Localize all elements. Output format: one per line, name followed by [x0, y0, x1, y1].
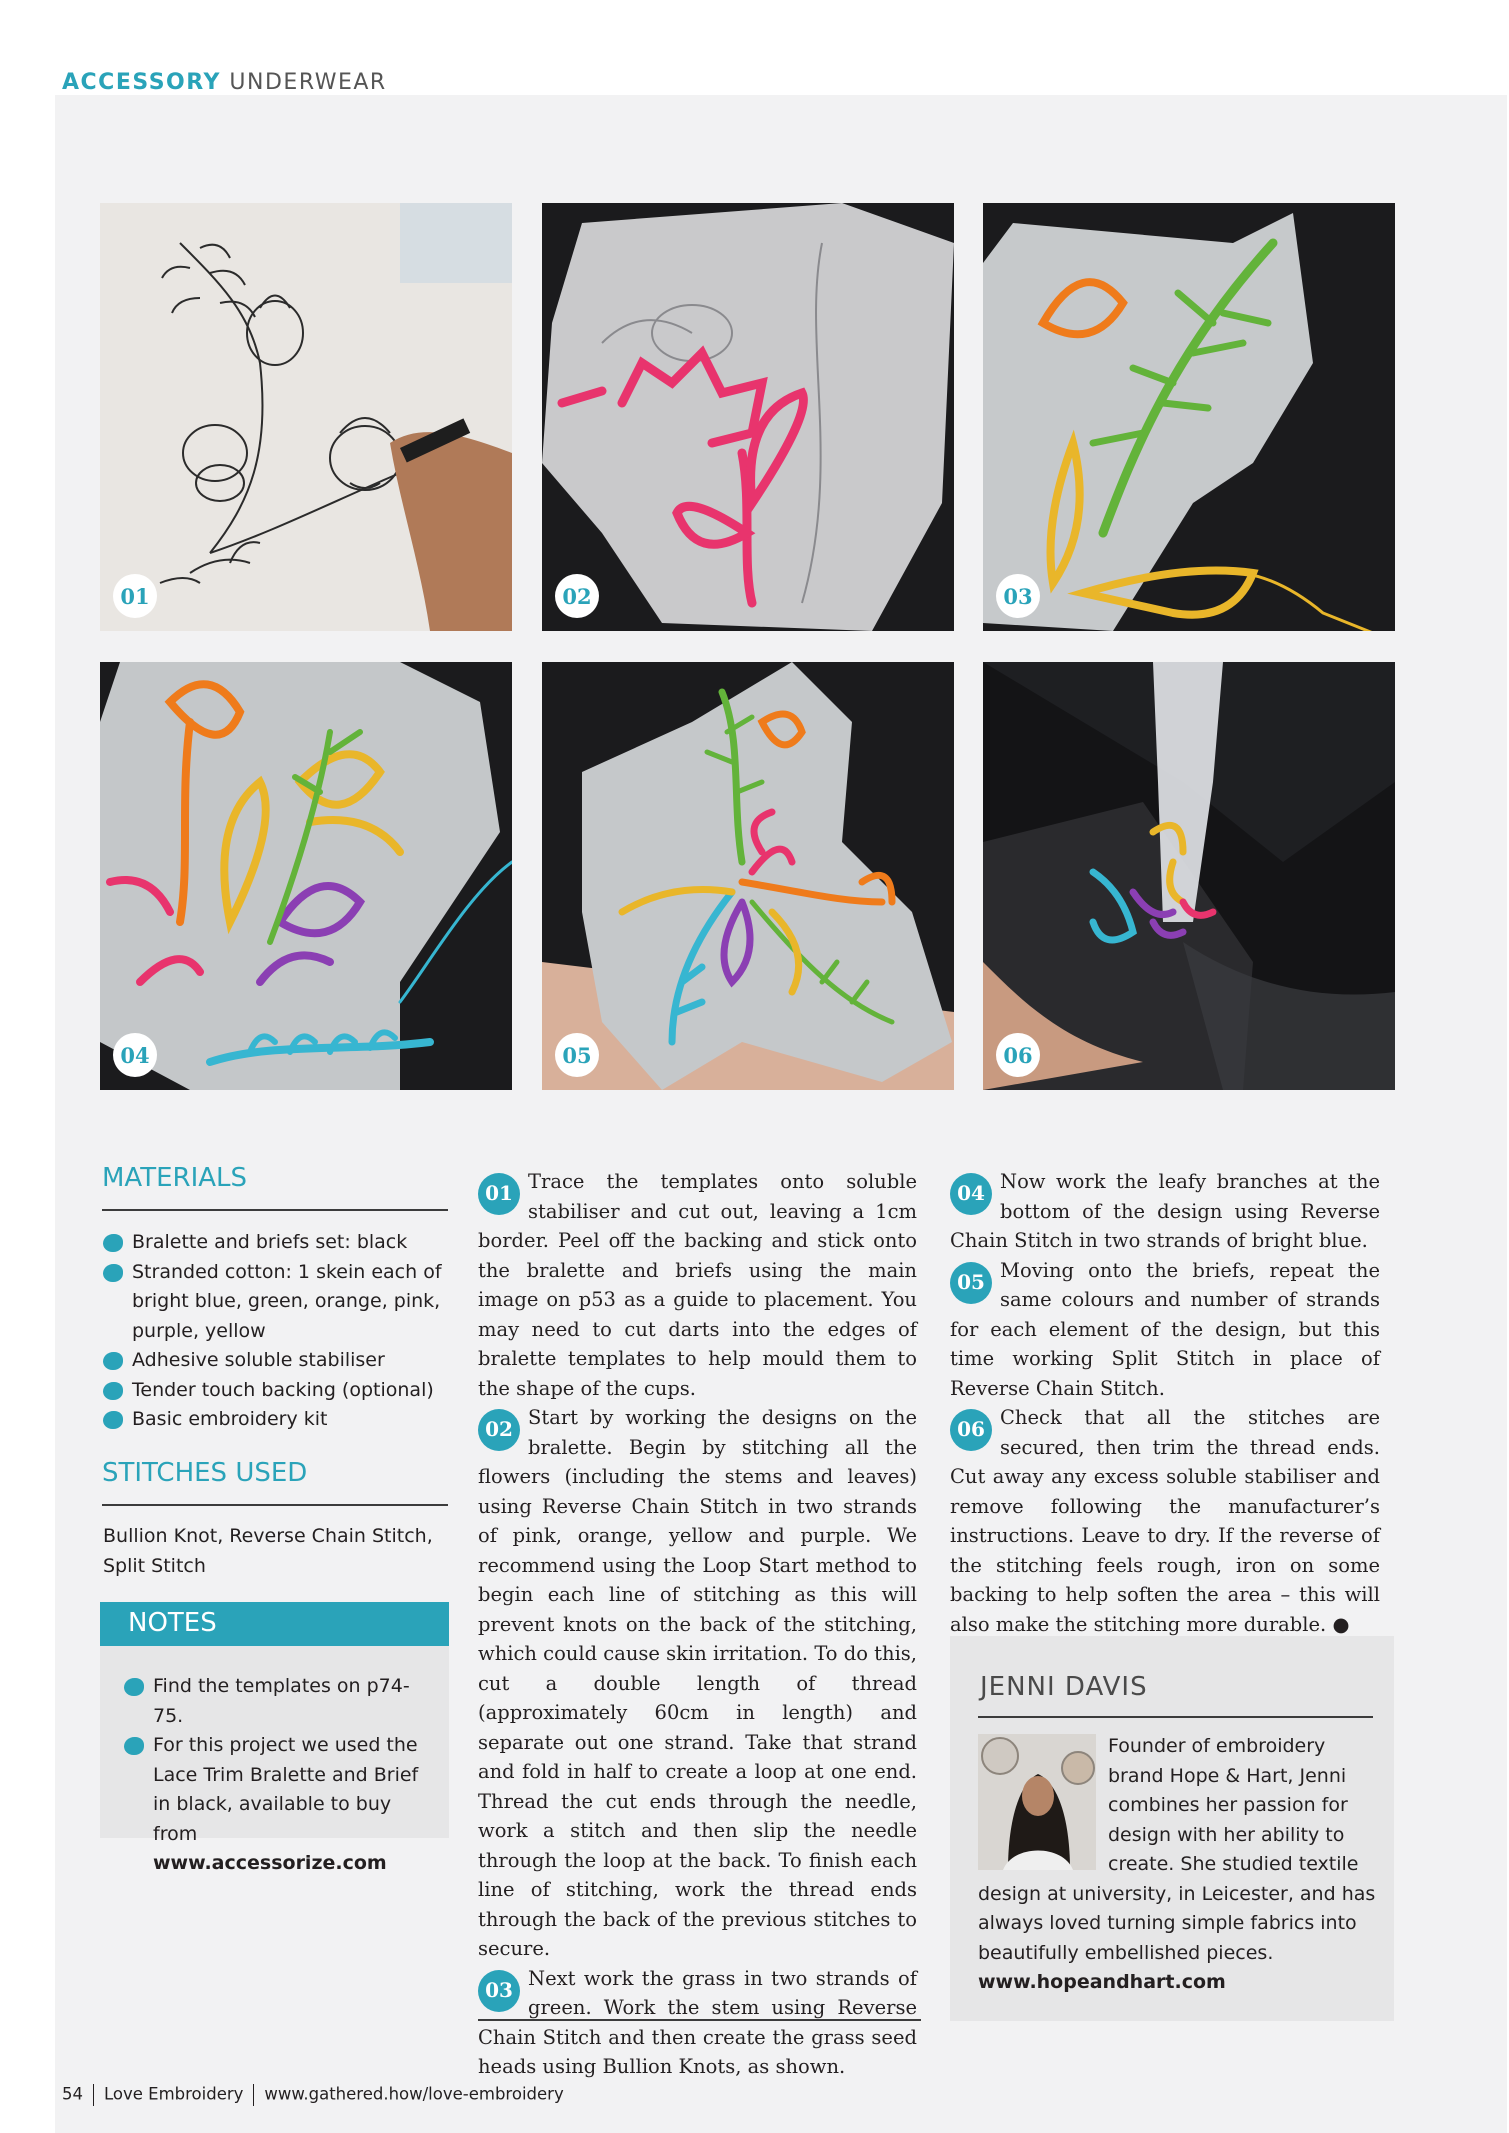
stitches-text: Bullion Knot, Reverse Chain Stitch, Split Stitch [103, 1525, 433, 1577]
step-photo-02 [542, 203, 954, 631]
blue-stitching-photo-icon [100, 662, 512, 1090]
end-mark-icon: ● [1332, 1612, 1350, 1636]
materials-list [103, 1228, 443, 1435]
step-text: Next work the grass in two strands of green. Work the stem using Reverse Chain Stitch and then create the grass seed heads using Bullion Knots, as shown. [478, 1966, 917, 2078]
step-text: Now work the leafy branches at the bottom of the design using Reverse Chain Stitch in two strands of bright blue. [950, 1170, 1380, 1252]
bullet-icon [103, 1234, 123, 1252]
list-item: For this project we used the Lace Trim Bralette and Brief in black, available to buy from www.accessorize.com [124, 1731, 434, 1879]
header-section: ACCESSORY [62, 70, 221, 95]
bullet-icon [103, 1264, 123, 1282]
rinsing-photo-icon [983, 662, 1395, 1090]
notes-box [100, 1602, 449, 1874]
notes-link[interactable]: www.accessorize.com [153, 1852, 387, 1874]
footer-separator [253, 2084, 254, 2106]
step-text: Moving onto the briefs, repeat the same colours and number of strands for each element of the design, but this time working Split Stitch in place of Reverse Chain Stitch. [950, 1258, 1380, 1400]
materials-divider [102, 1209, 448, 1211]
list-item: Find the templates on p74-75. [124, 1672, 434, 1731]
materials-title: MATERIALS [102, 1163, 248, 1193]
step-photo-03 [983, 203, 1395, 631]
notes-list [124, 1672, 434, 1879]
bullet-icon [103, 1382, 123, 1400]
step-06 [950, 1403, 1380, 1639]
step-number-badge: 05 [950, 1262, 992, 1304]
list-item: Adhesive soluble stabiliser [103, 1346, 443, 1376]
steps-column-1 [478, 1167, 917, 2082]
page-footer [62, 2084, 564, 2106]
step-03 [478, 1964, 917, 2082]
notes-header [100, 1602, 449, 1646]
magazine-name: Love Embroidery [104, 2084, 244, 2104]
step-text: Start by working the designs on the bralette. Begin by stitching all the flowers (including the stems and leaves) using Reverse Chain Stitch in two strands of pink, orange, yellow and purple. We recommend using the Loop Start method to begin each line of stitching as this will prevent knots on the back of the stitching, which could cause skin irritation. To do this, cut a double length of thread (approximately 60cm in length) and separate out one strand. Take that strand and fold in half to create a loop at one end. Thread the cut ends through the needle, work a stitch and then slip the needle through the loop at the back. To finish each line of stitching, work the thread ends through the back of the previous stitches to secure. [478, 1406, 918, 1960]
list-item: Basic embroidery kit [103, 1405, 443, 1435]
step-number-badge: 02 [478, 1409, 520, 1451]
section-header [62, 70, 387, 95]
step-number-badge: 01 [478, 1173, 520, 1215]
stitches-divider [102, 1504, 448, 1506]
step-photo-06 [983, 662, 1395, 1090]
photo-number-badge: 06 [996, 1033, 1040, 1077]
designer-bio-box [950, 1636, 1394, 2021]
page-number: 54 [62, 2084, 83, 2104]
bullet-icon [124, 1737, 144, 1755]
step-text: Check that all the stitches are secured, then trim the thread ends. Cut away any excess soluble stabiliser and remove following the manufacturer’s instructions. Leave to dry. If the reverse of the stitching feels rough, iron on some backing to help soften the area – this will also make the stitching more durable. [950, 1406, 1380, 1636]
step-05 [950, 1256, 1380, 1404]
designer-website-link[interactable]: www.hopeandhart.com [978, 1971, 1226, 1993]
list-item: Stranded cotton: 1 skein each of bright blue, green, orange, pink, purple, yellow [103, 1258, 443, 1347]
photo-number-badge: 01 [113, 574, 157, 618]
photo-number-badge: 02 [555, 574, 599, 618]
step-photo-01 [100, 203, 512, 631]
bullet-icon [103, 1352, 123, 1370]
list-item: Bralette and briefs set: black [103, 1228, 443, 1258]
pencil-tracing-photo-icon [100, 203, 512, 631]
step-01 [478, 1167, 917, 1403]
photo-number-badge: 05 [555, 1033, 599, 1077]
step-photo-04 [100, 662, 512, 1090]
designer-bio-text: Founder of embroidery brand Hope & Hart, Jenni combines her passion for design with her ability to create. She studied textile design at university, in Leicester, and has always loved turning simple fabrics into beautifully embellished pieces. www.hopeandhart.com [978, 1735, 1376, 1993]
header-subsection: UNDERWEAR [229, 70, 387, 95]
column-end-divider [478, 2019, 921, 2021]
bullet-icon [124, 1678, 144, 1696]
bullet-icon [103, 1411, 123, 1429]
photo-number-badge: 03 [996, 574, 1040, 618]
list-item: Tender touch backing (optional) [103, 1376, 443, 1406]
steps-column-2 [950, 1167, 1380, 1639]
pink-stitching-photo-icon [542, 203, 954, 631]
step-number-badge: 06 [950, 1409, 992, 1451]
magazine-url[interactable]: www.gathered.how/love-embroidery [264, 2084, 564, 2104]
photo-number-badge: 04 [113, 1033, 157, 1077]
designer-name: JENNI DAVIS [980, 1672, 1148, 1702]
step-04 [950, 1167, 1380, 1256]
step-photo-05 [542, 662, 954, 1090]
step-number-badge: 03 [478, 1970, 520, 2012]
stitches-title: STITCHES USED [102, 1458, 308, 1488]
step-number-badge: 04 [950, 1173, 992, 1215]
finished-design-photo-icon [542, 662, 954, 1090]
bio-divider [978, 1716, 1373, 1718]
footer-separator [93, 2084, 94, 2106]
step-02 [478, 1403, 917, 1964]
notes-title: NOTES [128, 1608, 217, 1638]
step-text: Trace the templates onto soluble stabiliser and cut out, leaving a 1cm border. Peel off the backing and stick onto the bralette and briefs using the main image on p53 as a guide to placement. You may need to cut darts into the edges of bralette templates to help mould them to the shape of the cups. [478, 1170, 917, 1400]
green-stitching-photo-icon [983, 203, 1395, 631]
